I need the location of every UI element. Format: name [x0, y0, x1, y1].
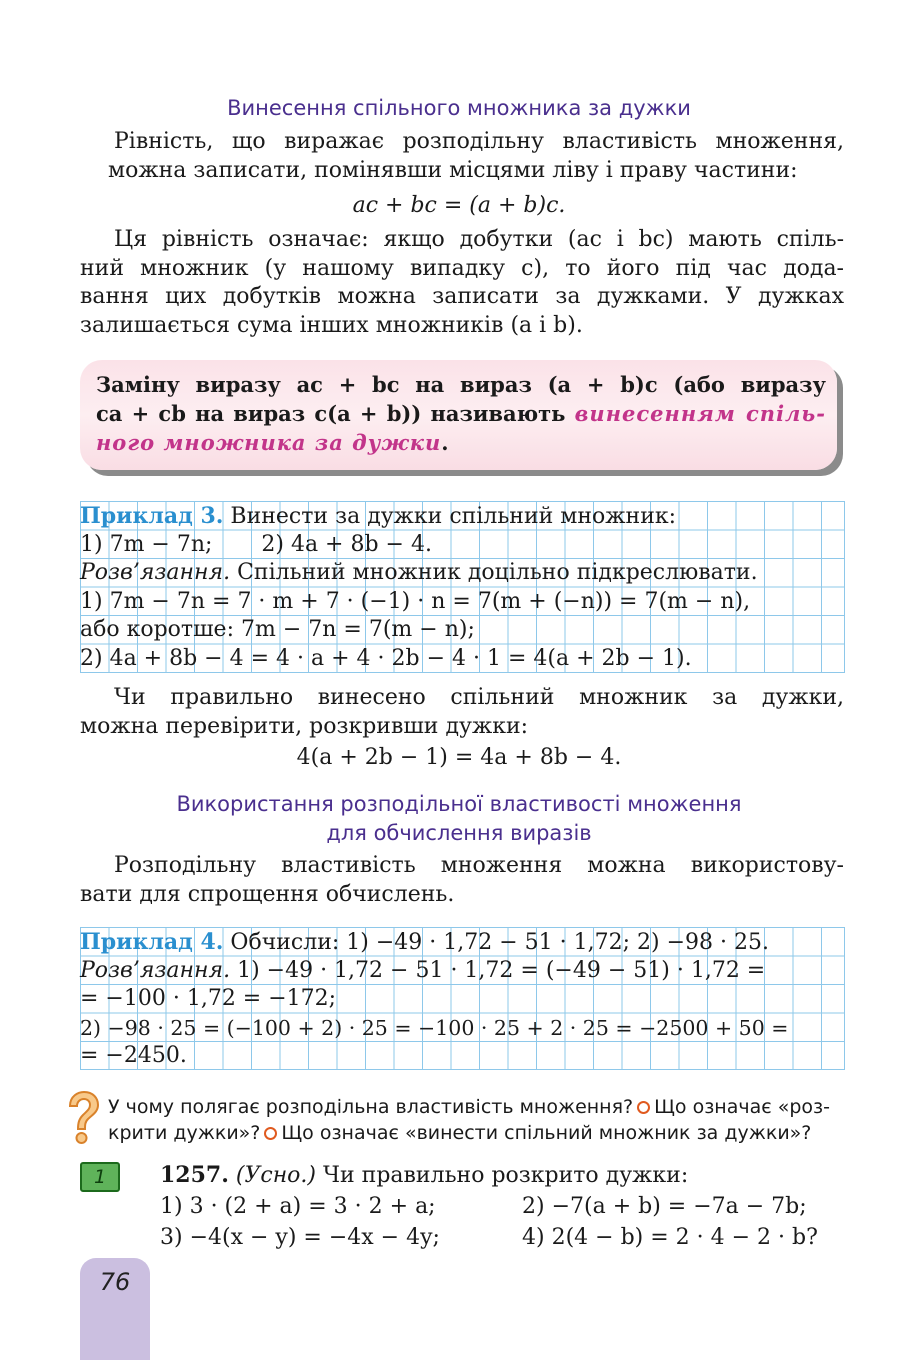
- text-line: ний множник (у нашому випадку c), то його під час дода-: [80, 255, 844, 281]
- heading-line: Використання розподільної властивості множення: [176, 792, 742, 816]
- text-line: вання цих добутків можна записати за дужками. У дужках: [80, 284, 844, 310]
- formula-text: ac + bc = (a + b)c.: [352, 193, 566, 218]
- example-3-task: Винести за дужки спільний множник:: [230, 504, 677, 529]
- text-line: Ця рівність означає: якщо добутки (ac і bc) мають спіль-: [114, 227, 844, 252]
- definition-line: [96, 428, 826, 457]
- text-line: залишається сума інших множників (a і b).: [80, 312, 583, 338]
- difficulty-level-badge: 1: [80, 1162, 120, 1192]
- question-1: У чому полягає розподільна властивість множення?: [108, 1096, 634, 1118]
- exercise-mode: (Усно.): [235, 1163, 317, 1188]
- example-3-line: 1) 7m − 7n = 7 · m + 7 · (−1) · n = 7(m + (−n)) = 7(m − n),: [80, 588, 751, 614]
- solution-label: Розв’язання.: [80, 957, 231, 983]
- exercise-row: [160, 1191, 807, 1222]
- exercise-header: [160, 1160, 688, 1191]
- exercise-1257: [160, 1160, 818, 1253]
- section-heading-common-factor: Винесення спільного множника за дужки: [227, 96, 691, 120]
- exercise-item: 4) 2(4 − b) = 2 · 4 − 2 · b?: [522, 1225, 818, 1250]
- paragraph-simplify: [80, 852, 844, 909]
- exercise-item: 2) −7(a + b) = −7a − 7b;: [522, 1194, 807, 1219]
- text-line: Рівність, що виражає розподільну властивість множення,: [114, 129, 844, 154]
- definition-end: .: [441, 430, 449, 455]
- paragraph-distributive: [108, 128, 844, 185]
- page-number-tab: [80, 1258, 150, 1360]
- question-mark-icon: [62, 1090, 102, 1146]
- question-line: [108, 1120, 868, 1146]
- example-3-line: [80, 559, 758, 588]
- example-4-label: Приклад 4.: [80, 929, 224, 955]
- bullet-icon: [637, 1101, 650, 1114]
- exercise-item: 1) 3 · (2 + a) = 3 · 2 + a;: [160, 1194, 436, 1219]
- example-4-line: [80, 957, 788, 986]
- text-line: вати для спрощення обчислень.: [80, 881, 455, 907]
- question-3: Що означає «винести спільний множник за дужки»?: [281, 1122, 812, 1144]
- example-3-text: [80, 502, 758, 673]
- example-4-line: [80, 928, 788, 957]
- solution-note: Спільний множник доцільно підкреслювати.: [237, 560, 758, 585]
- questions-text: [108, 1094, 868, 1146]
- definition-fragment: ca + cb на вираз c(a + b)) називають: [96, 401, 575, 426]
- question-line: [108, 1094, 868, 1120]
- bullet-icon: [264, 1127, 277, 1140]
- example-3-line: [80, 502, 758, 531]
- paragraph-check: [80, 684, 844, 741]
- solution-step: 1) −49 · 1,72 − 51 · 1,72 = (−49 − 51) · 1,72 =: [237, 957, 766, 983]
- example-3-line: або коротше: 7m − 7n = 7(m − n);: [80, 617, 475, 642]
- exercise-prompt: Чи правильно розкрито дужки:: [323, 1163, 689, 1188]
- example-3-line: 2) 4a + 8b − 4 = 4 · a + 4 · 2b − 4 · 1 = 4(a + 2b − 1).: [80, 645, 692, 671]
- definition-box: [80, 360, 837, 470]
- text-line: Розподільну властивість множення можна використову-: [114, 853, 844, 878]
- example-4-line: 2) −98 · 25 = (−100 + 2) · 25 = −100 · 25 + 2 · 25 = −2500 + 50 =: [80, 1015, 789, 1040]
- definition-term: ного множника за дужки: [96, 430, 442, 455]
- example-4-text: [80, 928, 788, 1071]
- example-3-line: 1) 7m − 7n; 2) 4a + 8b − 4.: [80, 531, 432, 557]
- formula-text: 4(a + 2b − 1) = 4a + 8b − 4.: [296, 745, 622, 770]
- page-number: 76: [99, 1268, 131, 1296]
- definition-line: Заміну виразу ac + bc на вираз (a + b)c (або виразу: [96, 372, 826, 397]
- formula-check: [0, 744, 918, 772]
- exercise-row: [160, 1222, 818, 1253]
- example-4-task: Обчисли: 1) −49 · 1,72 − 51 · 1,72; 2) −98 · 25.: [230, 930, 769, 955]
- paragraph-meaning: [80, 226, 844, 340]
- question-2: Що означає «роз-: [654, 1096, 830, 1118]
- exercise-number: 1257.: [160, 1162, 229, 1188]
- solution-label: Розв’язання.: [80, 560, 231, 585]
- text-line: можна перевірити, розкривши дужки:: [80, 713, 529, 739]
- example-3-label: Приклад 3.: [80, 503, 224, 529]
- text-line: Чи правильно винесено спільний множник за дужки,: [114, 685, 844, 710]
- example-4-line: = −100 · 1,72 = −172;: [80, 986, 337, 1011]
- definition-term: винесенням спіль-: [574, 401, 826, 426]
- definition-text: [96, 370, 826, 457]
- definition-line: [96, 399, 826, 428]
- section-heading-computation: [0, 790, 918, 848]
- heading-line: для обчислення виразів: [326, 821, 592, 845]
- formula-ac-bc: [0, 192, 918, 220]
- exercise-item: 3) −4(x − y) = −4x − 4y;: [160, 1225, 440, 1250]
- question-2-cont: крити дужки»?: [108, 1122, 261, 1144]
- example-4-line: = −2450.: [80, 1043, 187, 1068]
- text-line: можна записати, помінявши місцями ліву і праву частини:: [108, 157, 798, 183]
